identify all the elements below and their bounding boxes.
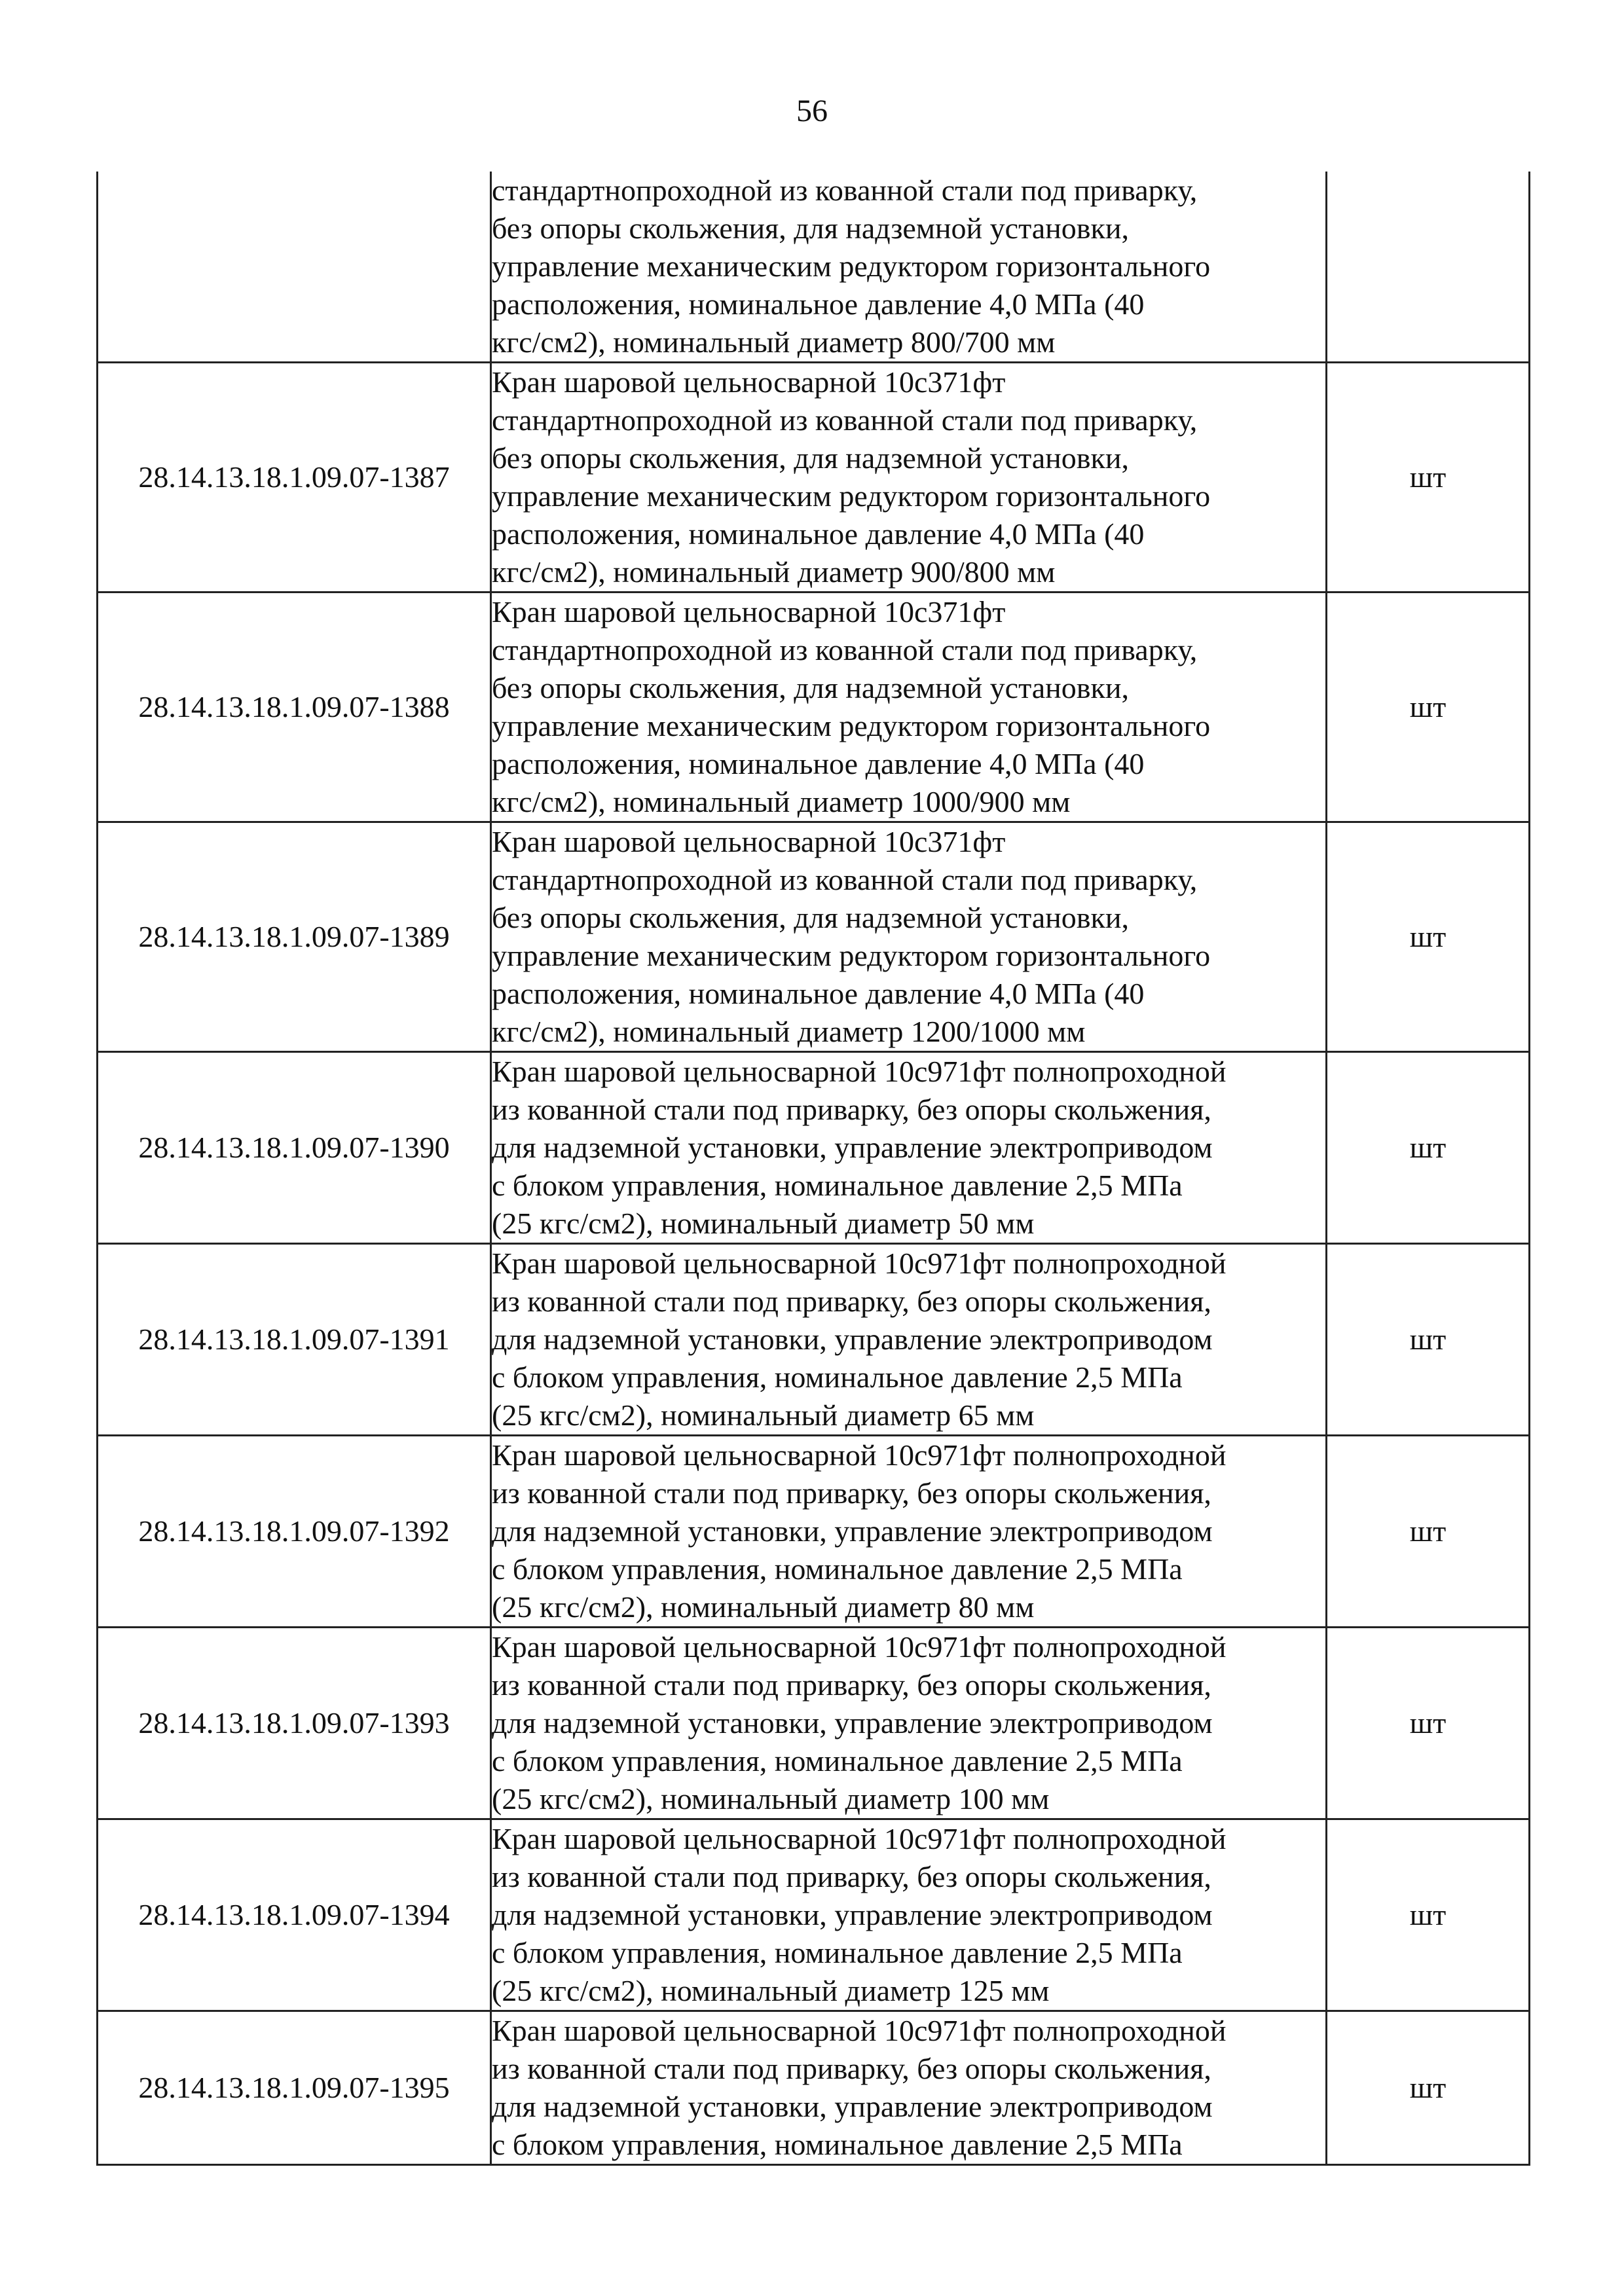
item-code: 28.14.13.18.1.09.07-1395 [98, 2011, 491, 2165]
table-row [98, 592, 1530, 822]
item-code: 28.14.13.18.1.09.07-1388 [98, 592, 491, 822]
table-row [98, 822, 1530, 1052]
item-unit: шт [1327, 1628, 1530, 1819]
table-row [98, 1819, 1530, 2011]
item-unit: шт [1327, 822, 1530, 1052]
item-description: Кран шаровой цельносварной 10с371фт стандартнопроходной из кованной стали под приварку, без опоры скольжения, для надземной установки, управление механическим редуктором горизонтального расположения, номинальное давление 4,0 МПа (40 кгс/см2), номинальный диаметр 1000/900 мм [491, 592, 1327, 822]
table-row [98, 1244, 1530, 1436]
table-row [98, 1628, 1530, 1819]
item-code [98, 172, 491, 363]
item-description: Кран шаровой цельносварной 10с971фт полнопроходной из кованной стали под приварку, без опоры скольжения, для надземной установки, управление электроприводом с блоком управления, номинальное давление 2,5 МПа (25 кгс/см2), номинальный диаметр 100 мм [491, 1628, 1327, 1819]
item-code: 28.14.13.18.1.09.07-1392 [98, 1436, 491, 1628]
catalog-table [96, 172, 1530, 2166]
item-code: 28.14.13.18.1.09.07-1389 [98, 822, 491, 1052]
item-description: стандартнопроходной из кованной стали под приварку, без опоры скольжения, для надземной установки, управление механическим редуктором горизонтального расположения, номинальное давление 4,0 МПа (40 кгс/см2), номинальный диаметр 800/700 мм [491, 172, 1327, 363]
table-row [98, 2011, 1530, 2165]
item-code: 28.14.13.18.1.09.07-1390 [98, 1052, 491, 1244]
item-unit: шт [1327, 1436, 1530, 1628]
item-unit: шт [1327, 1052, 1530, 1244]
table-row [98, 363, 1530, 592]
table-row [98, 1436, 1530, 1628]
table-row [98, 1052, 1530, 1244]
item-description: Кран шаровой цельносварной 10с971фт полнопроходной из кованной стали под приварку, без опоры скольжения, для надземной установки, управление электроприводом с блоком управления, номинальное давление 2,5 МПа (25 кгс/см2), номинальный диаметр 80 мм [491, 1436, 1327, 1628]
table-row [98, 172, 1530, 363]
item-code: 28.14.13.18.1.09.07-1394 [98, 1819, 491, 2011]
item-description: Кран шаровой цельносварной 10с971фт полнопроходной из кованной стали под приварку, без опоры скольжения, для надземной установки, управление электроприводом с блоком управления, номинальное давление 2,5 МПа (25 кгс/см2), номинальный диаметр 50 мм [491, 1052, 1327, 1244]
item-unit: шт [1327, 1244, 1530, 1436]
item-description: Кран шаровой цельносварной 10с971фт полнопроходной из кованной стали под приварку, без опоры скольжения, для надземной установки, управление электроприводом с блоком управления, номинальное давление 2,5 МПа (25 кгс/см2), номинальный диаметр 65 мм [491, 1244, 1327, 1436]
item-unit [1327, 172, 1530, 363]
page-number: 56 [796, 94, 828, 128]
item-description: Кран шаровой цельносварной 10с971фт полнопроходной из кованной стали под приварку, без опоры скольжения, для надземной установки, управление электроприводом с блоком управления, номинальное давление 2,5 МПа [491, 2011, 1327, 2165]
item-description: Кран шаровой цельносварной 10с371фт стандартнопроходной из кованной стали под приварку, без опоры скольжения, для надземной установки, управление механическим редуктором горизонтального расположения, номинальное давление 4,0 МПа (40 кгс/см2), номинальный диаметр 1200/1000 мм [491, 822, 1327, 1052]
item-description: Кран шаровой цельносварной 10с371фт стандартнопроходной из кованной стали под приварку, без опоры скольжения, для надземной установки, управление механическим редуктором горизонтального расположения, номинальное давление 4,0 МПа (40 кгс/см2), номинальный диаметр 900/800 мм [491, 363, 1327, 592]
item-code: 28.14.13.18.1.09.07-1391 [98, 1244, 491, 1436]
item-unit: шт [1327, 363, 1530, 592]
item-description: Кран шаровой цельносварной 10с971фт полнопроходной из кованной стали под приварку, без опоры скольжения, для надземной установки, управление электроприводом с блоком управления, номинальное давление 2,5 МПа (25 кгс/см2), номинальный диаметр 125 мм [491, 1819, 1327, 2011]
item-code: 28.14.13.18.1.09.07-1387 [98, 363, 491, 592]
item-unit: шт [1327, 592, 1530, 822]
item-unit: шт [1327, 1819, 1530, 2011]
item-code: 28.14.13.18.1.09.07-1393 [98, 1628, 491, 1819]
item-unit: шт [1327, 2011, 1530, 2165]
